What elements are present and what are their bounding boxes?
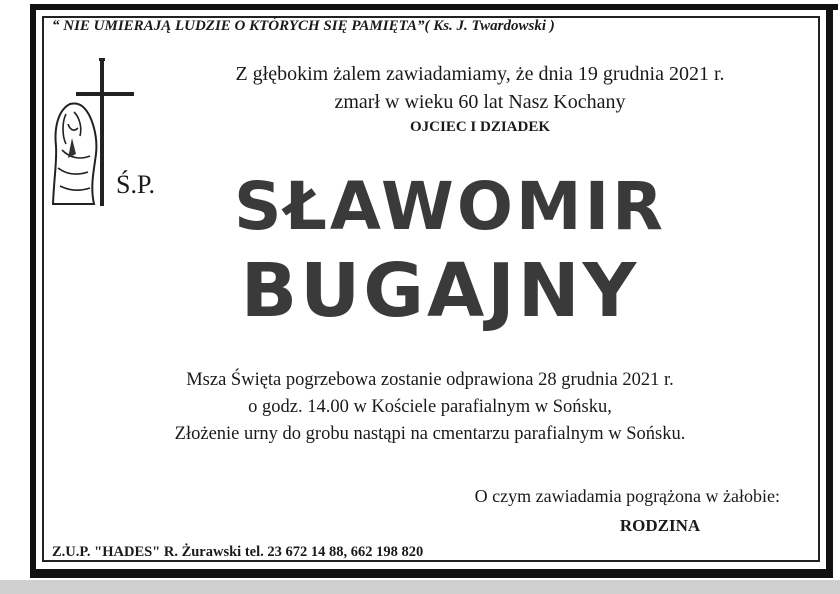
deceased-first-name: SŁAWOMIR <box>234 168 666 245</box>
memorial-quote: “ NIE UMIERAJĄ LUDZIE O KTÓRYCH SIĘ PAMIĘTA”( Ks. J. Twardowski ) <box>52 18 555 34</box>
frame-border-bottom <box>30 569 833 578</box>
funeral-line: Msza Święta pogrzebowa zostanie odprawiona 28 grudnia 2021 r. <box>186 370 674 390</box>
family-announcement: O czym zawiadamia pogrążona w żałobie: <box>474 486 780 506</box>
frame-border-left <box>30 4 36 578</box>
intro-line: Z głębokim żalem zawiadamiamy, że dnia 19 grudnia 2021 r. <box>235 63 725 85</box>
funeral-home-footer: Z.U.P. "HADES" R. Żurawski tel. 23 672 14 88, 662 198 820 <box>52 544 424 560</box>
funeral-details <box>80 367 780 448</box>
frame-border-top <box>30 4 838 10</box>
death-announcement-text <box>160 60 800 116</box>
deceased-last-name: BUGAJNY <box>240 248 640 334</box>
funeral-line: o godz. 14.00 w Kościele parafialnym w Sońsku, <box>248 397 612 417</box>
family-signature: RODZINA <box>619 516 701 535</box>
relation-label: OJCIEC I DZIADEK <box>409 119 551 135</box>
funeral-line: Złożenie urny do grobu nastąpi na cmentarzu parafialnym w Sońsku. <box>174 424 686 444</box>
frame-border-right <box>826 4 833 578</box>
scan-bottom-band <box>0 580 840 594</box>
intro-line: zmarł w wieku 60 lat Nasz Kochany <box>334 91 626 113</box>
honorific-label: Ś.P. <box>116 170 156 199</box>
